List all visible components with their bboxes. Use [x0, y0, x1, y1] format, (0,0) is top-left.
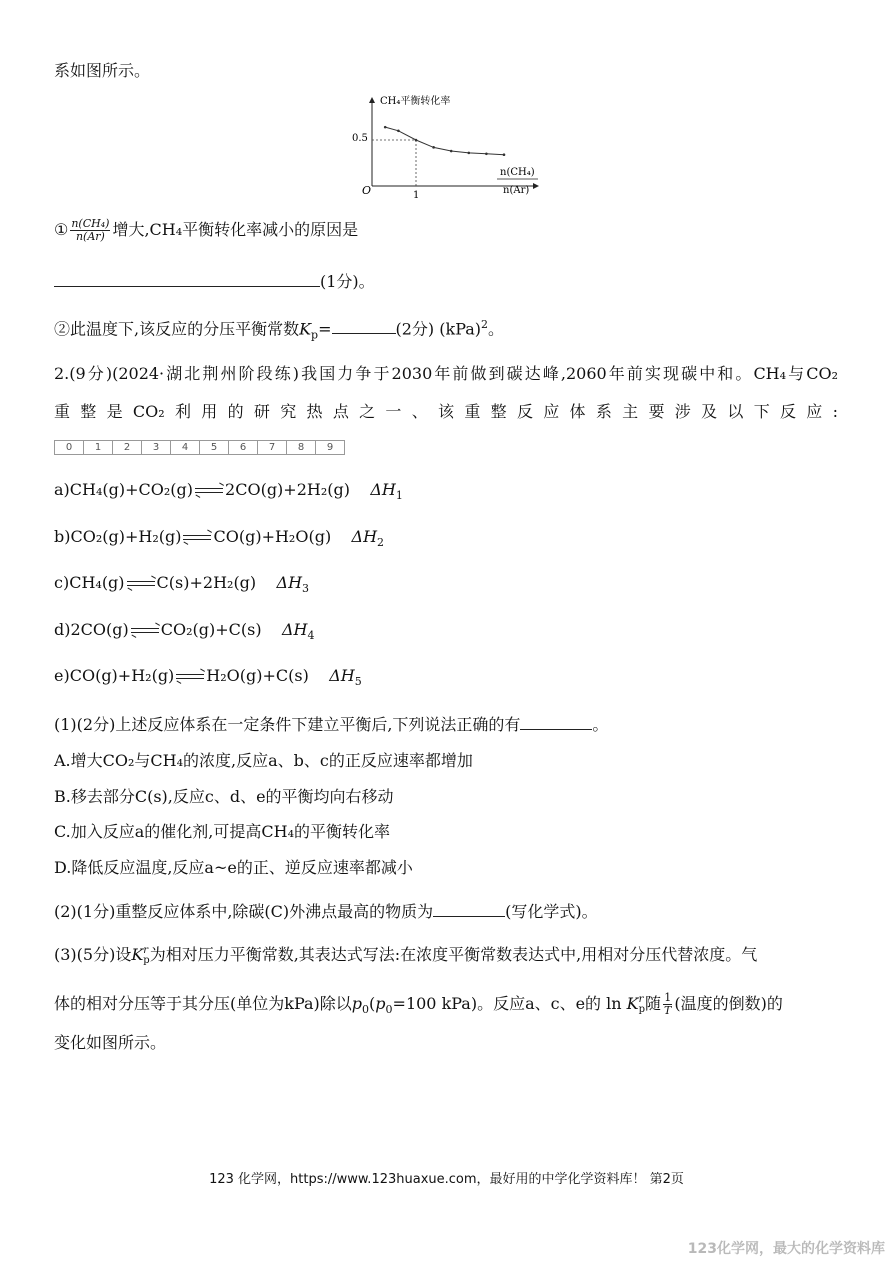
- q2-kp: K: [299, 319, 312, 339]
- number-ruler: [54, 440, 344, 455]
- reaction-left: c)CH₄(g): [54, 573, 125, 592]
- problem-2-line-2: 重整是CO₂利用的研究热点之一、该重整反应体系主要涉及以下反应:: [54, 402, 838, 421]
- reaction-left: a)CH₄(g)+CO₂(g): [54, 480, 194, 499]
- reaction-dh-sub: 1: [395, 489, 403, 503]
- ruler-cell: 6: [228, 440, 258, 455]
- graph-origin: O: [362, 184, 372, 197]
- curve-point: [384, 126, 387, 129]
- reaction-right: 2CO(g)+2H₂(g): [225, 480, 350, 499]
- equilibrium-arrow-icon: [175, 672, 205, 682]
- reaction-right: C(s)+2H₂(g): [156, 573, 257, 592]
- q2-kp-sub: p: [311, 328, 319, 342]
- q1-text: 增大,CH₄平衡转化率减小的原因是: [112, 220, 359, 239]
- reaction-dh-sub: 3: [302, 582, 310, 596]
- reaction-dh-sub: 5: [354, 675, 362, 689]
- curve-point: [450, 150, 453, 153]
- reaction-left: e)CO(g)+H₂(g): [54, 666, 175, 685]
- sub2-answer-blank[interactable]: [433, 898, 505, 917]
- sub3-post: 为相对压力平衡常数,其表达式写法:在浓度平衡常数表达式中,用相对分压代替浓度。气: [149, 945, 758, 964]
- curve-point: [432, 146, 435, 149]
- conversion-curve: [385, 127, 504, 155]
- reaction-a: [54, 479, 403, 507]
- sub3-k-sub: p: [143, 954, 150, 966]
- curve-point: [468, 152, 471, 155]
- reaction-d: [54, 619, 314, 647]
- ruler-cell: 1: [83, 440, 113, 455]
- reaction-dh: ΔH: [329, 666, 355, 685]
- reaction-dh: ΔH: [281, 620, 308, 639]
- reaction-e: [54, 665, 362, 693]
- reaction-right: H₂O(g)+C(s): [206, 666, 309, 685]
- q1-answer-blank[interactable]: [54, 268, 320, 287]
- curve-point: [485, 153, 488, 156]
- q2-text: ②此温度下,该反应的分压平衡常数: [54, 319, 300, 339]
- sub1-text: (1)(2分)上述反应体系在一定条件下建立平衡后,下列说法正确的有: [54, 715, 521, 734]
- reaction-c: [54, 572, 309, 600]
- q2-unit-sup: 2: [481, 318, 489, 331]
- option-a[interactable]: A.增大CO₂与CH₄的浓度,反应a、b、c的正反应速率都增加: [54, 751, 473, 770]
- sub1-end: 。: [592, 715, 609, 734]
- sub3-p0: p: [351, 994, 363, 1013]
- curve-point: [397, 130, 400, 133]
- sub3-pre: (3)(5分)设: [54, 945, 132, 964]
- q1-frac-den: n(Ar): [75, 230, 105, 243]
- sub3-p0eq: =100 kPa)。反应a、c、e的 ln: [392, 994, 627, 1013]
- graph-x-tick: 1: [413, 190, 420, 201]
- sub3-frac-num: 1: [664, 991, 672, 1004]
- problem-2-line-1: 2.(9分)(2024·湖北荆州阶段练)我国力争于2030年前做到碳达峰,2060年前实现碳中和。CH₄与CO₂: [54, 364, 838, 383]
- sub3-p0-again: p: [375, 994, 386, 1013]
- q1-fraction: [70, 218, 110, 243]
- page-footer: 123 化学网，https://www.123huaxue.com，最好用的中学化学资料库！ 第2页: [209, 1172, 684, 1187]
- sub-question-3-line-1: [54, 944, 757, 966]
- reaction-dh-sub: 4: [307, 629, 315, 643]
- sub-question-3-line-2: [54, 992, 783, 1021]
- graph-y-tick: 0.5: [352, 133, 368, 144]
- reaction-left: b)CO₂(g)+H₂(g): [54, 527, 182, 546]
- reaction-dh-sub: 2: [377, 536, 385, 550]
- sub3-line2-b: 随: [645, 994, 662, 1013]
- ruler-cell: 7: [257, 440, 287, 455]
- curve-point: [503, 153, 506, 156]
- sub3-k2-sub: p: [638, 1003, 646, 1015]
- question-1-answer-line: [54, 268, 375, 293]
- sub2-text: (2)(1分)重整反应体系中,除碳(C)外沸点最高的物质为: [54, 902, 434, 921]
- sub3-k: K: [131, 945, 144, 964]
- equilibrium-arrow-icon: [194, 486, 224, 496]
- sub-question-3-line-3: 变化如图所示。: [54, 1033, 167, 1052]
- ruler-cell: 5: [199, 440, 229, 455]
- reaction-dh: ΔH: [370, 480, 396, 499]
- graph-xlabel-num: n(CH₄): [500, 167, 535, 178]
- ruler-cell: 0: [54, 440, 84, 455]
- option-b[interactable]: B.移去部分C(s),反应c、d、e的平衡均向右移动: [54, 787, 394, 806]
- question-2-line: [54, 314, 504, 347]
- q1-frac-num: n(CH₄): [71, 217, 110, 230]
- sub3-p0-sub: 0: [362, 1003, 370, 1017]
- sub-question-2: [54, 898, 598, 923]
- watermark: 123化学网，最大的化学资料库: [687, 1241, 885, 1257]
- sub3-k2-sup: r: [638, 993, 644, 1005]
- sub3-k2: K: [626, 994, 639, 1013]
- ruler-cell: 3: [141, 440, 171, 455]
- equilibrium-arrow-icon: [126, 579, 156, 589]
- ruler-cell: 9: [315, 440, 345, 455]
- reaction-right: CO(g)+H₂O(g): [213, 527, 332, 546]
- q1-marker: ①: [54, 220, 69, 239]
- sub3-line2-c: (温度的倒数)的: [674, 994, 783, 1013]
- ruler-cell: 2: [112, 440, 142, 455]
- sub3-p0-sub-again: 0: [385, 1003, 393, 1017]
- sub3-k-sup: r: [143, 944, 149, 956]
- sub-question-1: [54, 711, 608, 736]
- sub3-fraction: [663, 992, 672, 1017]
- option-c[interactable]: C.加入反应a的催化剂,可提高CH₄的平衡转化率: [54, 822, 390, 841]
- reaction-left: d)2CO(g): [54, 620, 129, 639]
- curve-point: [415, 139, 418, 142]
- graph-xlabel-den: n(Ar): [503, 185, 530, 196]
- q2-score: (2分) (kPa): [395, 319, 482, 339]
- ruler-cell: 8: [286, 440, 316, 455]
- sub3-paren: (: [369, 994, 376, 1013]
- sub2-end: (写化学式)。: [505, 902, 598, 921]
- ruler-cell: 4: [170, 440, 200, 455]
- conversion-graph: [340, 88, 550, 203]
- equilibrium-arrow-icon: [130, 626, 160, 636]
- q2-end: 。: [488, 319, 505, 339]
- option-d[interactable]: D.降低反应温度,反应a~e的正、逆反应速率都减小: [54, 858, 413, 877]
- sub1-answer-blank[interactable]: [520, 711, 592, 730]
- reaction-b: [54, 526, 384, 554]
- q2-eq: =: [318, 319, 332, 339]
- reaction-dh: ΔH: [276, 573, 303, 592]
- intro-tail: 系如图所示。: [54, 61, 151, 80]
- q2-answer-blank[interactable]: [332, 315, 396, 334]
- reaction-dh: ΔH: [351, 527, 378, 546]
- graph-ylabel: CH₄平衡转化率: [380, 96, 451, 107]
- reaction-right: CO₂(g)+C(s): [160, 620, 262, 639]
- question-1-line: [54, 218, 358, 243]
- sub3-line2-a: 体的相对分压等于其分压(单位为kPa)除以: [54, 994, 352, 1013]
- sub3-frac-den: T: [664, 1004, 672, 1017]
- q1-score: (1分)。: [320, 272, 375, 291]
- equilibrium-arrow-icon: [182, 533, 212, 543]
